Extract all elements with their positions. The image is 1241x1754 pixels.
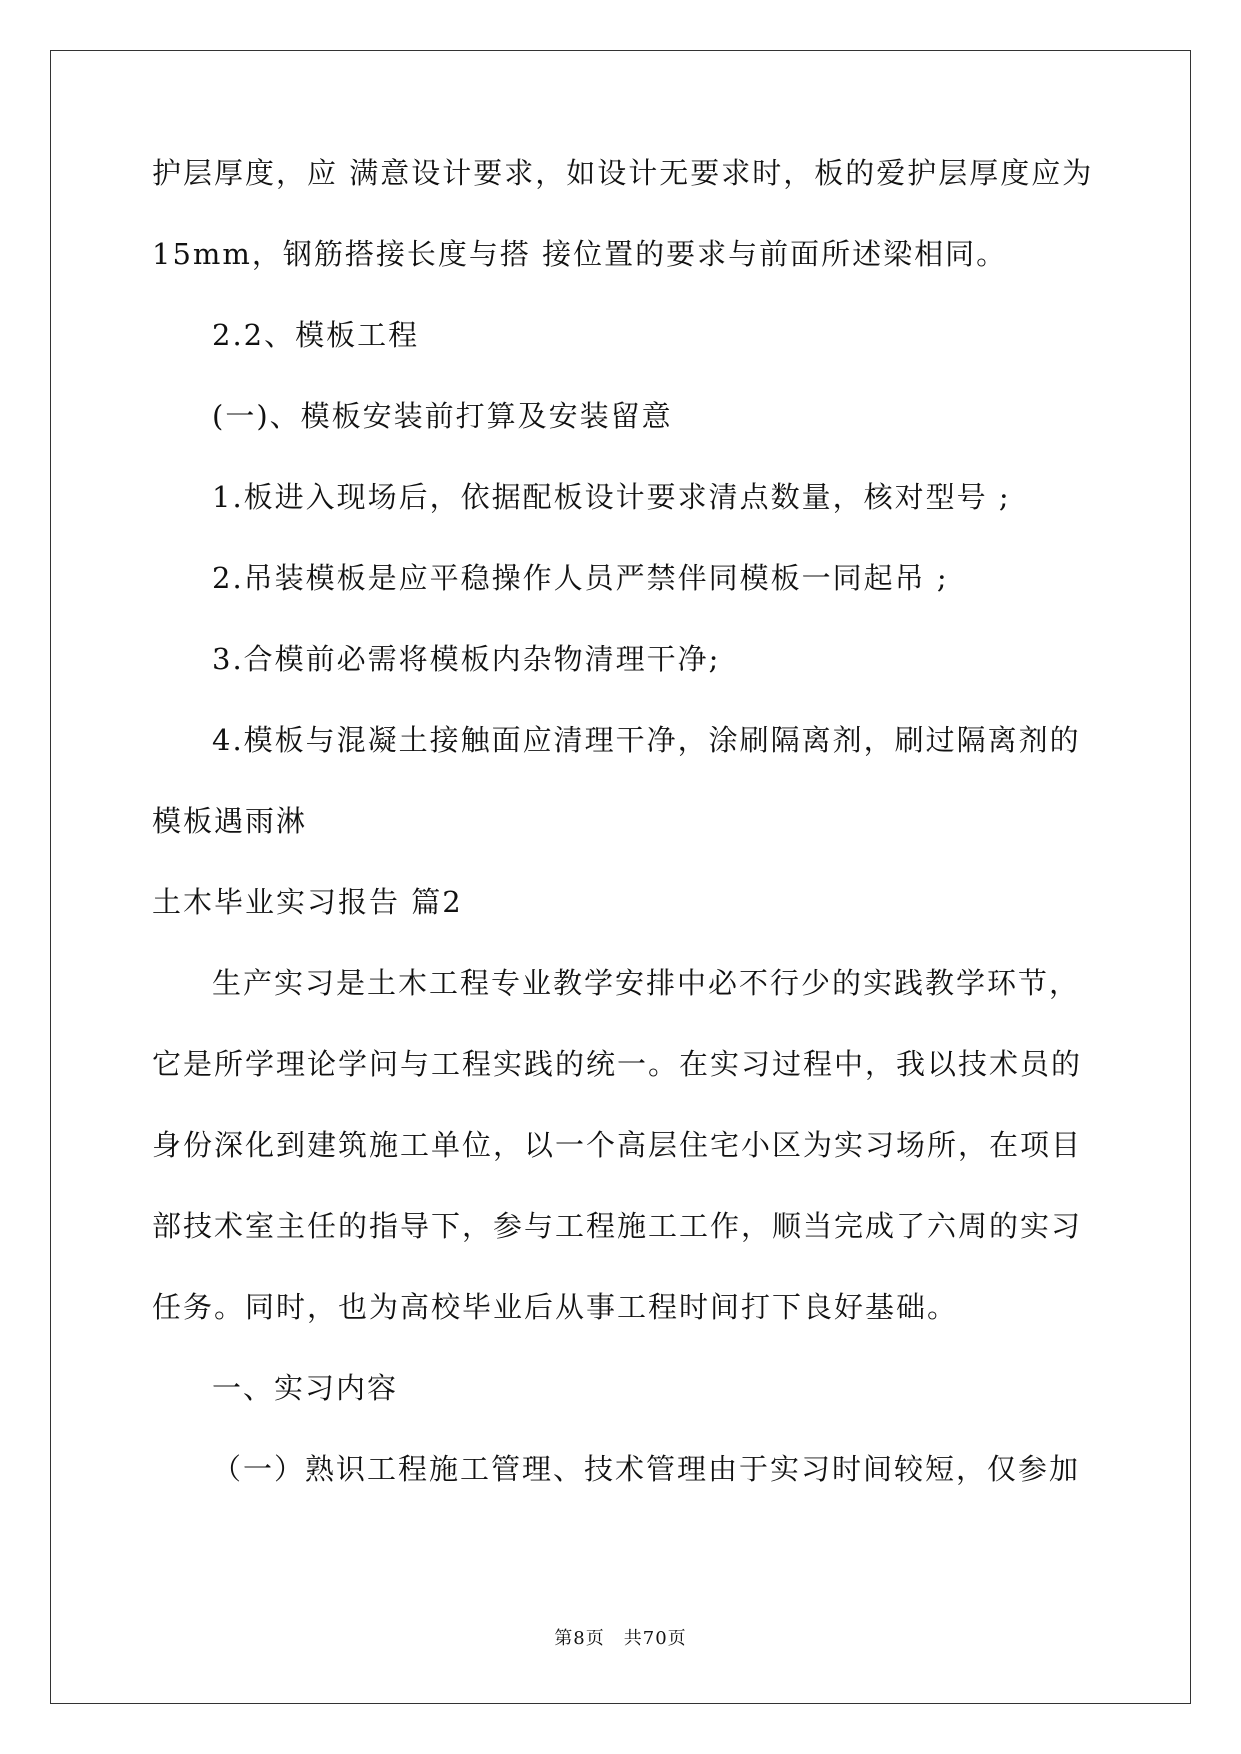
text-line: 模板遇雨淋 (152, 804, 308, 838)
document-body (152, 133, 1092, 1510)
text-line: 护层厚度，应 满意设计要求，如设计无要求时，板的爱护层厚度应为 (152, 156, 1094, 190)
paragraph-line: 身份深化到建筑施工单位，以一个高层住宅小区为实习场所，在项目 (152, 1128, 1083, 1162)
paragraph-line: （一）熟识工程施工管理、技术管理由于实习时间较短，仅参加 (212, 1452, 1081, 1486)
section-heading: 一、实习内容 (212, 1371, 399, 1405)
list-item: 1.板进入现场后，依据配板设计要求清点数量，核对型号 ; (212, 480, 1011, 514)
paragraph-line: 它是所学理论学问与工程实践的统一。在实习过程中，我以技术员的 (152, 1047, 1083, 1081)
paragraph-line: 任务。同时，也为高校毕业后从事工程时间打下良好基础。 (152, 1290, 959, 1324)
list-item: 4.模板与混凝土接触面应清理干净，涂刷隔离剂，刷过隔离剂的 (212, 723, 1081, 757)
section-heading: 2.2、模板工程 (212, 318, 420, 352)
text-line: 15mm，钢筋搭接长度与搭 接位置的要求与前面所述梁相同。 (152, 237, 1008, 271)
subsection-heading: (一)、模板安装前打算及安装留意 (212, 399, 673, 433)
paragraph-line: 部技术室主任的指导下，参与工程施工工作，顺当完成了六周的实习 (152, 1209, 1083, 1243)
article-title: 土木毕业实习报告 篇2 (152, 885, 463, 919)
list-item: 2.吊装模板是应平稳操作人员严禁伴同模板一同起吊 ; (212, 561, 949, 595)
page-number-footer: 第8页 共70页 (554, 1628, 687, 1649)
list-item: 3.合模前必需将模板内杂物清理干净; (212, 642, 721, 676)
paragraph-line: 生产实习是土木工程专业教学安排中必不行少的实践教学环节， (212, 966, 1081, 1000)
